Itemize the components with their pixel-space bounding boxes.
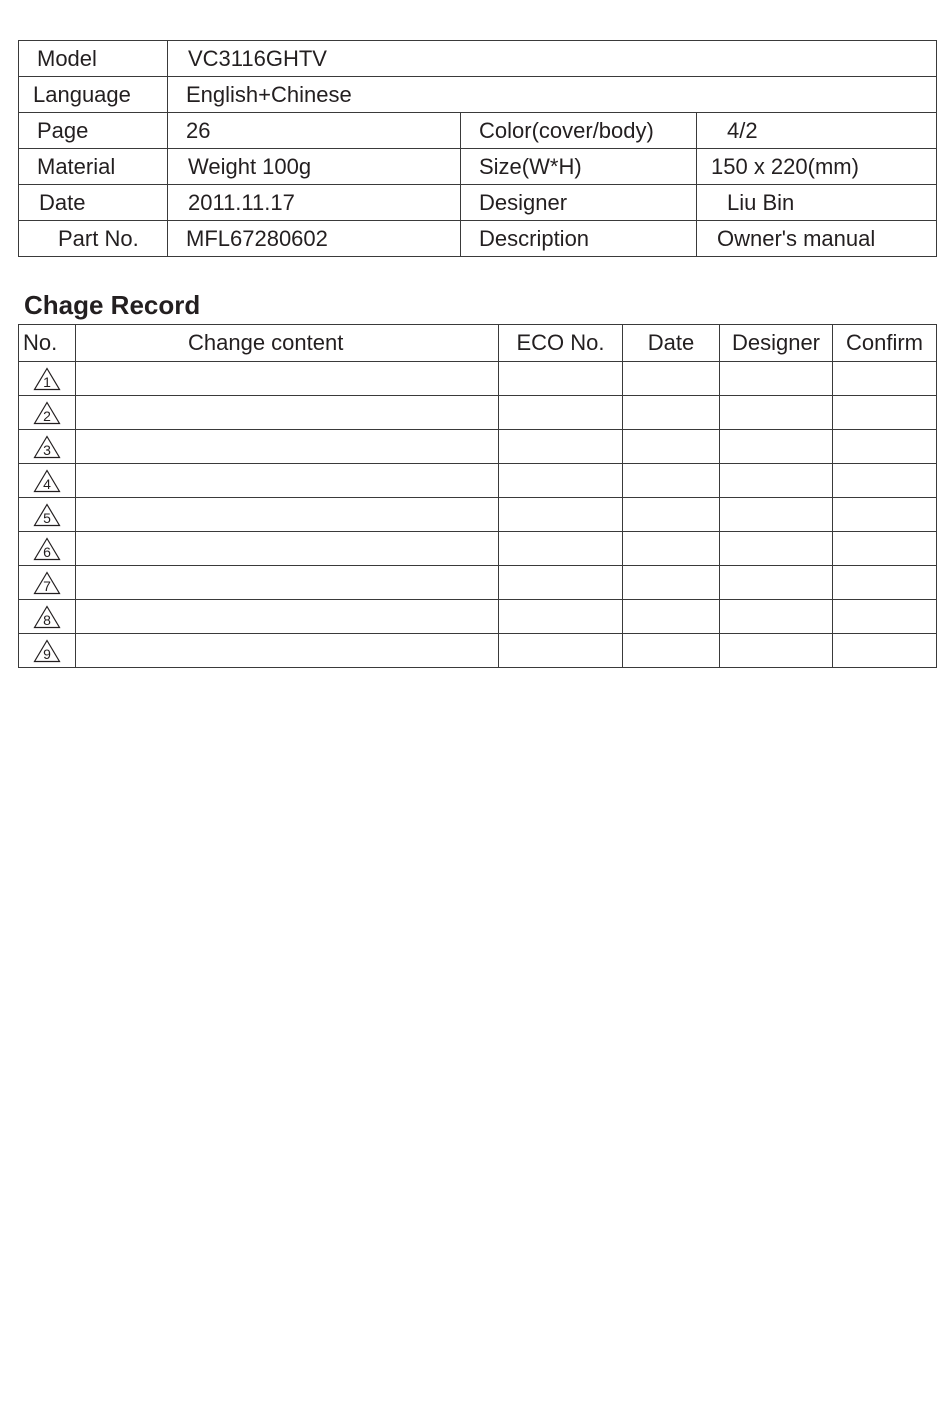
change-record-header-row [19, 325, 937, 362]
revision-triangle-icon [33, 469, 61, 493]
revision-number: 4 [43, 475, 51, 492]
info-row-partno [19, 221, 937, 257]
color-label: Color(cover/body) [461, 113, 697, 149]
confirm-cell [833, 600, 937, 634]
revision-triangle-icon [33, 605, 61, 629]
eco-no-cell [499, 396, 623, 430]
description-value: Owner's manual [697, 221, 937, 257]
confirm-cell [833, 532, 937, 566]
revision-number-cell [19, 362, 76, 396]
info-row-material [19, 149, 937, 185]
language-label: Language [19, 77, 168, 113]
designer-cell [720, 396, 833, 430]
revision-number-cell [19, 498, 76, 532]
language-value: English+Chinese [168, 77, 937, 113]
date-label: Date [19, 185, 168, 221]
date-cell [623, 634, 720, 668]
info-row-language [19, 77, 937, 113]
partno-label: Part No. [19, 221, 168, 257]
date-cell [623, 498, 720, 532]
header-change-content: Change content [76, 325, 499, 362]
model-value: VC3116GHTV [168, 41, 937, 77]
change-content-cell [76, 396, 499, 430]
change-content-cell [76, 566, 499, 600]
revision-number-cell [19, 396, 76, 430]
revision-triangle-icon [33, 639, 61, 663]
designer-value: Liu Bin [697, 185, 937, 221]
eco-no-cell [499, 532, 623, 566]
date-value: 2011.11.17 [168, 185, 461, 221]
date-cell [623, 396, 720, 430]
revision-number: 6 [43, 543, 51, 560]
info-row-date [19, 185, 937, 221]
change-record-row [19, 532, 937, 566]
change-content-cell [76, 464, 499, 498]
material-label: Material [19, 149, 168, 185]
page-label: Page [19, 113, 168, 149]
eco-no-cell [499, 430, 623, 464]
info-row-model [19, 41, 937, 77]
designer-cell [720, 430, 833, 464]
revision-number: 3 [43, 441, 51, 458]
change-content-cell [76, 634, 499, 668]
revision-number: 5 [43, 509, 51, 526]
document-info-table [18, 40, 937, 257]
change-content-cell [76, 600, 499, 634]
date-cell [623, 464, 720, 498]
header-eco-no: ECO No. [499, 325, 623, 362]
eco-no-cell [499, 464, 623, 498]
confirm-cell [833, 566, 937, 600]
size-value: 150 x 220(mm) [697, 149, 937, 185]
revision-number: 8 [43, 611, 51, 628]
material-value: Weight 100g [168, 149, 461, 185]
revision-triangle-icon [33, 537, 61, 561]
change-record-table [18, 324, 937, 668]
confirm-cell [833, 498, 937, 532]
change-record-body [19, 362, 937, 668]
eco-no-cell [499, 634, 623, 668]
eco-no-cell [499, 600, 623, 634]
designer-cell [720, 498, 833, 532]
change-record-row [19, 634, 937, 668]
revision-triangle-icon [33, 503, 61, 527]
change-record-row [19, 498, 937, 532]
confirm-cell [833, 634, 937, 668]
revision-number-cell [19, 634, 76, 668]
revision-triangle-icon [33, 367, 61, 391]
info-row-page [19, 113, 937, 149]
header-date: Date [623, 325, 720, 362]
date-cell [623, 532, 720, 566]
revision-number: 2 [43, 407, 51, 424]
size-label: Size(W*H) [461, 149, 697, 185]
revision-number-cell [19, 566, 76, 600]
description-label: Description [461, 221, 697, 257]
change-record-row [19, 464, 937, 498]
designer-cell [720, 532, 833, 566]
confirm-cell [833, 464, 937, 498]
date-cell [623, 362, 720, 396]
change-record-row [19, 430, 937, 464]
designer-cell [720, 600, 833, 634]
date-cell [623, 600, 720, 634]
change-content-cell [76, 532, 499, 566]
confirm-cell [833, 430, 937, 464]
confirm-cell [833, 362, 937, 396]
model-label: Model [19, 41, 168, 77]
date-cell [623, 566, 720, 600]
eco-no-cell [499, 498, 623, 532]
eco-no-cell [499, 362, 623, 396]
partno-value: MFL67280602 [168, 221, 461, 257]
page-value: 26 [168, 113, 461, 149]
header-no: No. [19, 325, 76, 362]
change-record-title: Chage Record [24, 290, 201, 320]
header-designer: Designer [720, 325, 833, 362]
confirm-cell [833, 396, 937, 430]
change-content-cell [76, 498, 499, 532]
change-record-row [19, 566, 937, 600]
eco-no-cell [499, 566, 623, 600]
change-record-row [19, 396, 937, 430]
revision-number: 7 [43, 577, 51, 594]
revision-number: 9 [43, 645, 51, 662]
designer-cell [720, 362, 833, 396]
change-record-row [19, 362, 937, 396]
change-content-cell [76, 430, 499, 464]
designer-cell [720, 566, 833, 600]
revision-triangle-icon [33, 401, 61, 425]
revision-number-cell [19, 600, 76, 634]
revision-number-cell [19, 464, 76, 498]
change-record-row [19, 600, 937, 634]
revision-number: 1 [43, 373, 51, 390]
designer-cell [720, 634, 833, 668]
header-confirm: Confirm [833, 325, 937, 362]
revision-number-cell [19, 532, 76, 566]
color-value: 4/2 [697, 113, 937, 149]
revision-triangle-icon [33, 435, 61, 459]
change-content-cell [76, 362, 499, 396]
date-cell [623, 430, 720, 464]
revision-triangle-icon [33, 571, 61, 595]
designer-cell [720, 464, 833, 498]
designer-label: Designer [461, 185, 697, 221]
revision-number-cell [19, 430, 76, 464]
